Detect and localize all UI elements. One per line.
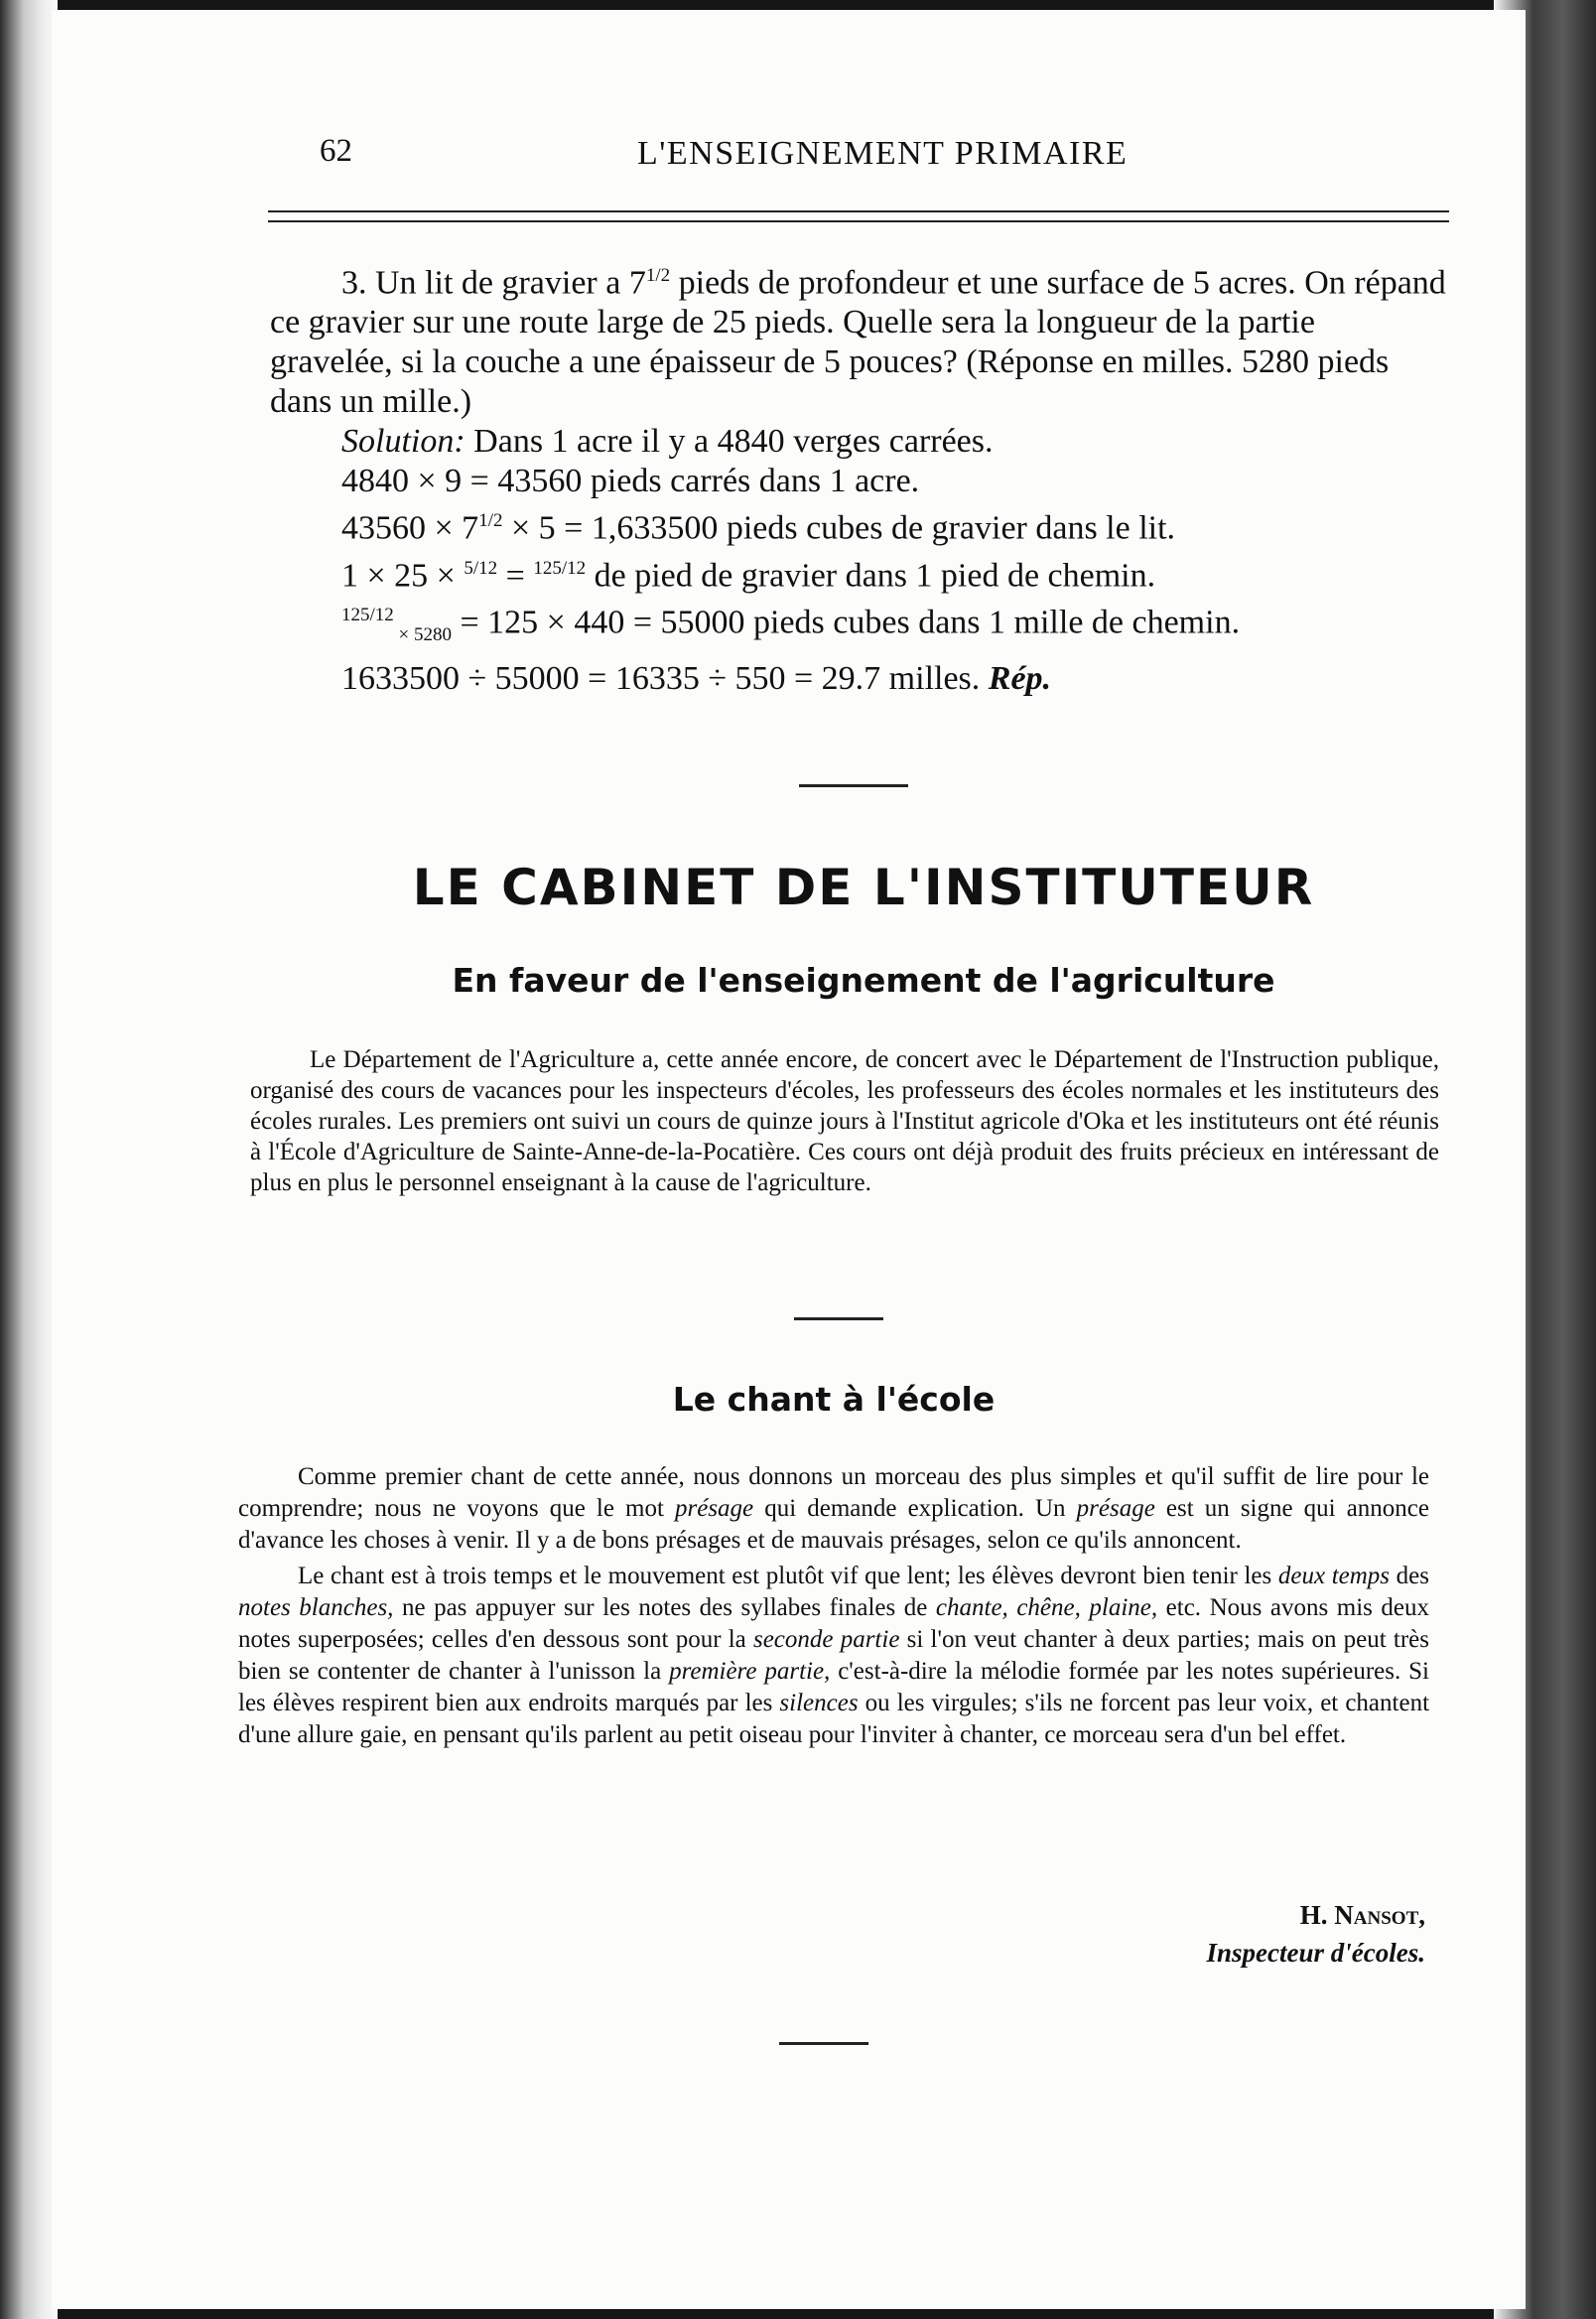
- solution-answer: 1633500 ÷ 55000 = 16335 ÷ 550 = 29.7 milles. Rép.: [341, 660, 1052, 698]
- section-divider-2: [794, 1317, 883, 1320]
- signature-name: H. Nansot,: [1299, 1900, 1425, 1930]
- section-divider-3: [779, 2042, 868, 2045]
- chant-paragraph-2: Le chant est à trois temps et le mouvement est plutôt vif que lent; les élèves devront bien tenir les deux temps des notes blanches, ne pas appuyer sur les notes des syllabes finales de chante, chêne, plaine, etc. Nous avons mis deux notes superposées; celles d'en dessous sont pour la seconde partie si l'on veut chanter à deux parties; mais on peut très bien se contenter de chanter à l'unisson la première partie, c'est-à-dire la mélodie formée par les notes supérieures. Si les élèves respirent bien aux endroits marqués par les silences ou les virgules; s'ils ne forcent pas leur voix, et chantent d'une allure gaie, en pensant qu'ils parlent au petit oiseau pour l'inviter à chanter, ce morceau sera d'un bel effet.: [238, 1563, 1430, 1748]
- math-problem: [270, 256, 1446, 699]
- running-head: [320, 133, 1501, 181]
- chant-body: [238, 1461, 1429, 1751]
- section-title: LE CABINET DE L'INSTITUTEUR: [412, 859, 1315, 916]
- agriculture-paragraph: Le Département de l'Agriculture a, cette année encore, de concert avec le Département de l'Instruction publique, organisé des cours de vacances pour les inspecteurs d'écoles, les professeurs des écoles normales et les instituteurs des écoles rurales. Les premiers ont suivi un cours de quinze jours à l'Institut agricole d'Oka et les instituteurs ont été réunis à l'École d'Agriculture de Sainte-Anne-de-la-Pocatière. Ces cours ont déjà produit des fruits précieux en intéressant de plus en plus le personnel enseignant à la cause de l'agriculture.: [250, 1046, 1439, 1196]
- signature-role: Inspecteur d'écoles.: [1206, 1938, 1425, 1968]
- solution-step-1: 4840 × 9 = 43560 pieds carrés dans 1 acre.: [341, 463, 920, 500]
- book-gutter-left: [0, 0, 58, 2319]
- solution-intro: Solution: Dans 1 acre il y a 4840 verges carrées.: [341, 423, 994, 461]
- solution-step-3: 1 × 25 × $^{5/12}$ = $^{125/12}$ de pied de gravier dans 1 pied de chemin.: [341, 556, 1156, 594]
- signature-block: [993, 1896, 1425, 1972]
- solution-step-2: $43560 \times 7^{1/2} \times 5 = 1,633500$ pieds cubes de gravier dans le lit.: [341, 509, 1176, 547]
- running-title: L'ENSEIGNEMENT PRIMAIRE: [637, 135, 1129, 172]
- page-number: 62: [320, 133, 352, 169]
- solution-step-4: $^{125/12}$ $_{\times 5280}$ = 125 × 440 = 55000 pieds cubes dans 1 mille de chemin.: [341, 604, 1241, 646]
- header-double-rule: [268, 210, 1449, 222]
- agriculture-subtitle: En faveur de l'enseignement de l'agriculture: [452, 961, 1275, 1000]
- chant-paragraph-1: Comme premier chant de cette année, nous donnons un morceau des plus simples et qu'il suffit de lire pour le comprendre; nous ne voyons que le mot présage qui demande explication. Un présage est un signe qui annonce d'avance les choses à venir. Il y a de bons présages et de mauvais présages, selon ce qu'ils annoncent.: [238, 1463, 1429, 1554]
- section-divider-1: [799, 784, 908, 787]
- problem-statement: 3. Un lit de gravier a $7^{1/2}$ pieds de profondeur et une surface de 5 acres. On répand ce gravier sur une route large de 25 pieds. Quelle sera la longueur de la partie gravelée, si la couche a une épaisseur de 5 pouces? (Réponse en milles. 5280 pieds dans un mille.): [270, 264, 1446, 421]
- chant-subtitle: Le chant à l'école: [672, 1380, 996, 1419]
